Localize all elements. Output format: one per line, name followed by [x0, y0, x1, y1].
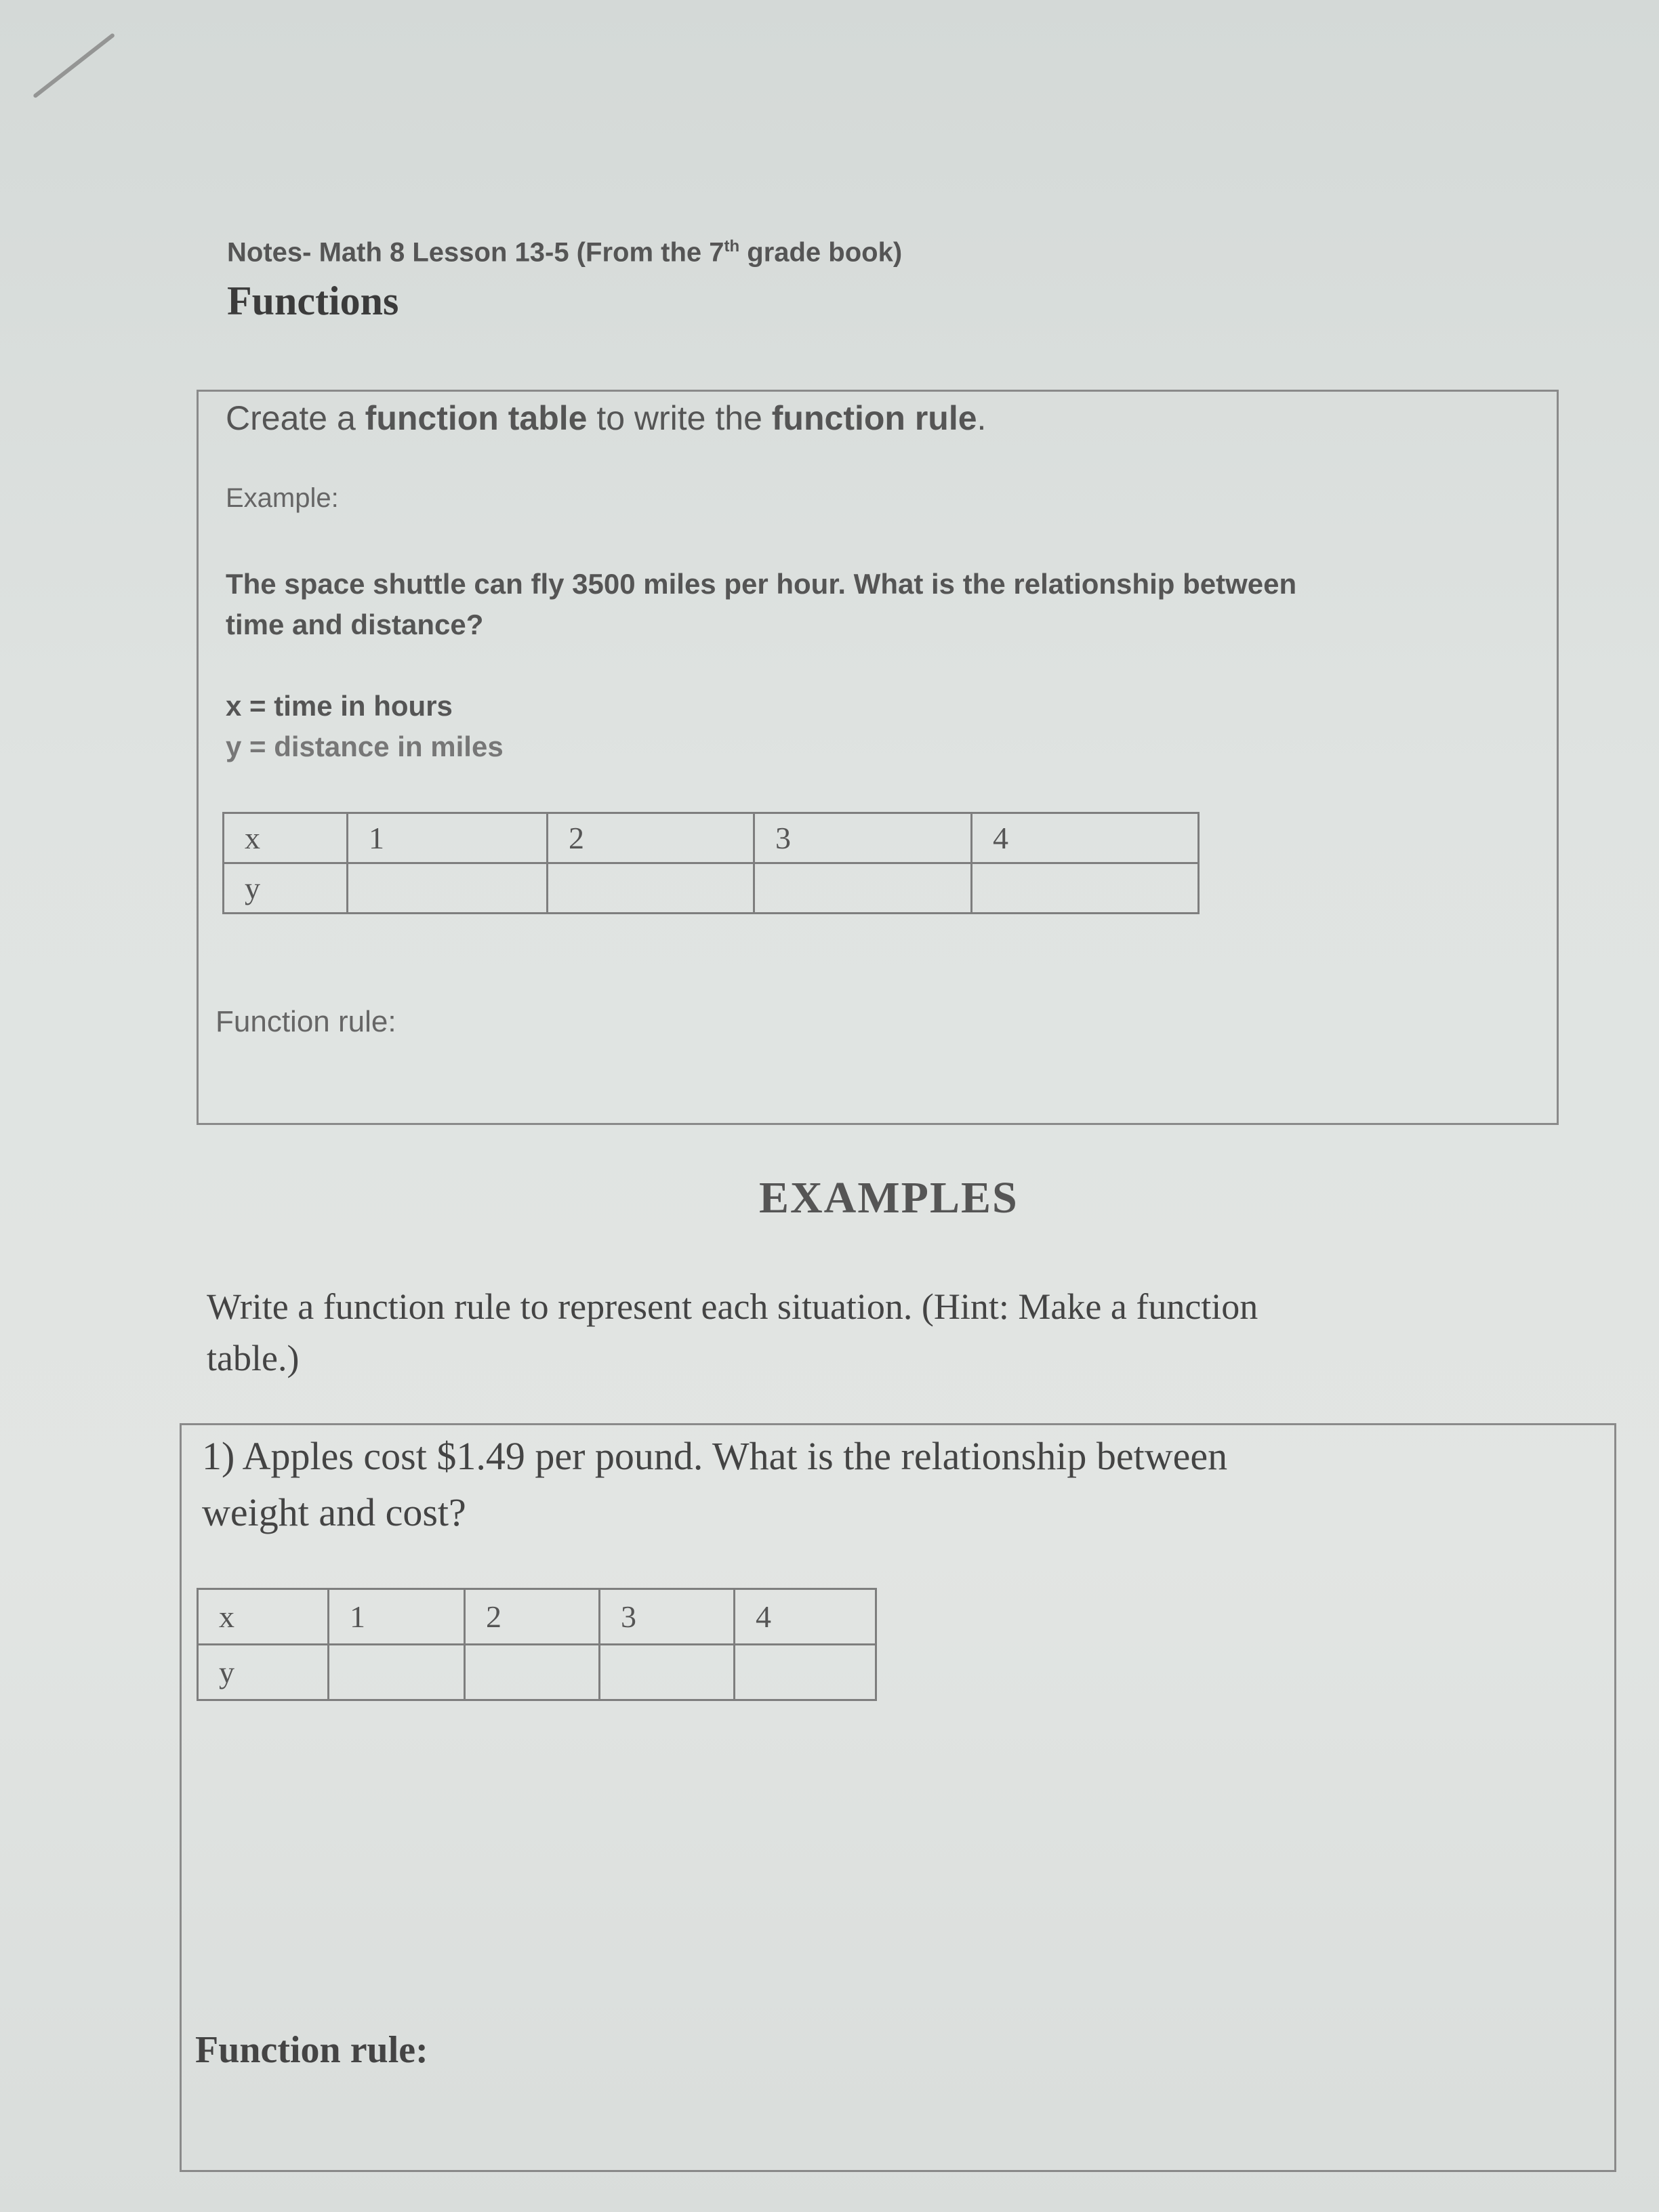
lesson-header-sup: th — [724, 237, 740, 255]
lesson-header — [227, 237, 902, 268]
problem-1-line-2: weight and cost? — [202, 1490, 466, 1534]
table-cell: x — [198, 1589, 329, 1645]
table-cell: y — [224, 863, 348, 914]
function-rule-label: Function rule: — [216, 1005, 396, 1038]
table-cell — [348, 863, 548, 914]
y-definition: y = distance in miles — [226, 731, 504, 762]
table-cell: 3 — [754, 813, 972, 863]
problem-line-2: time and distance? — [226, 609, 484, 640]
page-title: Functions — [227, 279, 399, 323]
intro-line — [226, 398, 986, 438]
table-cell: 1 — [348, 813, 548, 863]
example-label: Example: — [226, 483, 339, 513]
problem-1-box — [180, 1423, 1616, 2172]
table-cell: 1 — [329, 1589, 465, 1645]
problem-1-line-1: 1) Apples cost $1.49 per pound. What is the relationship between — [202, 1434, 1228, 1478]
intro-end: . — [977, 399, 987, 437]
instructions — [207, 1281, 1494, 1384]
table-row-y — [198, 1645, 876, 1700]
table-cell — [329, 1645, 465, 1700]
instruction-line-1: Write a function rule to represent each situation. (Hint: Make a function — [207, 1286, 1258, 1327]
function-rule-label: Function rule: — [195, 2029, 428, 2071]
table-cell: 4 — [735, 1589, 876, 1645]
intro-bold-function-rule: function rule — [771, 399, 977, 437]
table-cell: y — [198, 1645, 329, 1700]
table-cell: x — [224, 813, 348, 863]
instruction-line-2: table.) — [207, 1338, 300, 1378]
function-table — [222, 812, 1200, 914]
table-cell: 2 — [548, 813, 754, 863]
table-cell — [735, 1645, 876, 1700]
table-row-x — [198, 1589, 876, 1645]
table-cell: 2 — [465, 1589, 600, 1645]
pen-mark — [33, 33, 115, 98]
table-cell — [754, 863, 972, 914]
table-cell: 4 — [972, 813, 1199, 863]
function-table — [197, 1588, 877, 1701]
table-row-y — [224, 863, 1199, 914]
table-cell — [600, 1645, 735, 1700]
x-definition: x = time in hours — [226, 690, 453, 722]
examples-heading: EXAMPLES — [759, 1173, 1019, 1223]
table-cell — [972, 863, 1199, 914]
example-box — [197, 390, 1559, 1125]
table-cell — [548, 863, 754, 914]
lesson-header-text: Notes- Math 8 Lesson 13-5 (From the 7 — [227, 237, 724, 268]
problem-line-1: The space shuttle can fly 3500 miles per hour. What is the relationship between — [226, 568, 1297, 600]
lesson-header-tail: grade book) — [739, 237, 903, 268]
table-cell: 3 — [600, 1589, 735, 1645]
intro-bold-function-table: function table — [365, 399, 588, 437]
intro-prefix: Create a — [226, 399, 365, 437]
table-row-x — [224, 813, 1199, 863]
table-cell — [465, 1645, 600, 1700]
intro-middle: to write the — [587, 399, 772, 437]
